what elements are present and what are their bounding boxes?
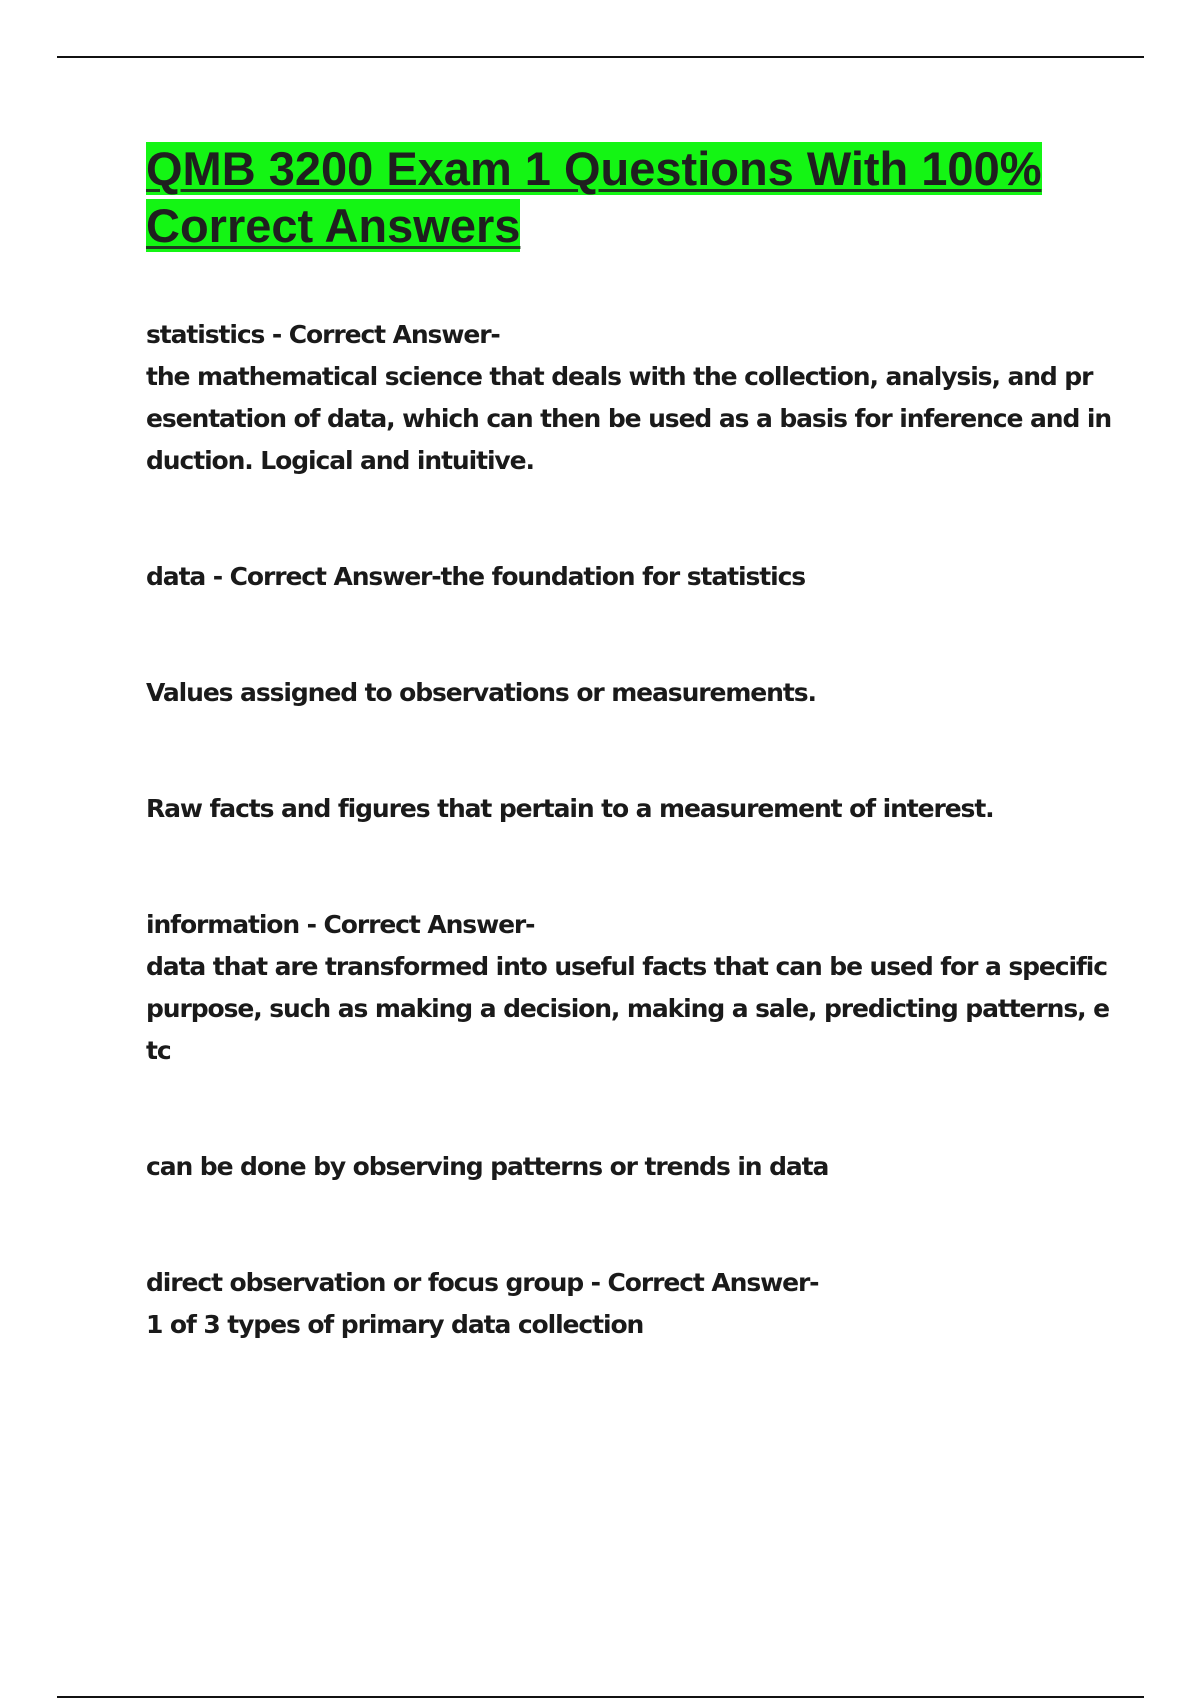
- text-line: statistics - Correct Answer-: [146, 320, 500, 349]
- bottom-rule: [57, 1696, 1144, 1698]
- text-line: purpose, such as making a decision, making a sale, predicting patterns, e: [146, 994, 1109, 1023]
- text-line: duction. Logical and intuitive.: [146, 446, 534, 475]
- qa-block-direct-observation: [146, 1262, 1086, 1346]
- qa-block-statistics: [146, 314, 1112, 482]
- text-block-raw-facts: [146, 788, 1086, 830]
- text-line: esentation of data, which can then be used as a basis for inference and in: [146, 404, 1112, 433]
- text-line: Raw facts and figures that pertain to a measurement of interest.: [146, 794, 994, 823]
- text-line: tc: [146, 1036, 171, 1065]
- qa-block-data: [146, 556, 1086, 598]
- qa-block-information: [146, 904, 1109, 1072]
- document-body: [146, 314, 1112, 1346]
- title-line-2: Correct Answers: [146, 199, 521, 252]
- text-line: information - Correct Answer-: [146, 910, 535, 939]
- top-rule: [57, 56, 1144, 58]
- document-title: [146, 140, 1086, 254]
- text-line: data that are transformed into useful facts that can be used for a specific: [146, 952, 1107, 981]
- text-block-patterns: [146, 1146, 1086, 1188]
- text-block-values: [146, 672, 1086, 714]
- text-line: the mathematical science that deals with the collection, analysis, and pr: [146, 362, 1093, 391]
- text-line: direct observation or focus group - Correct Answer-: [146, 1268, 819, 1297]
- title-line-1: QMB 3200 Exam 1 Questions With 100%: [146, 142, 1042, 195]
- text-line: Values assigned to observations or measurements.: [146, 678, 816, 707]
- text-line: data - Correct Answer-the foundation for statistics: [146, 562, 806, 591]
- text-line: can be done by observing patterns or trends in data: [146, 1152, 829, 1181]
- text-line: 1 of 3 types of primary data collection: [146, 1310, 644, 1339]
